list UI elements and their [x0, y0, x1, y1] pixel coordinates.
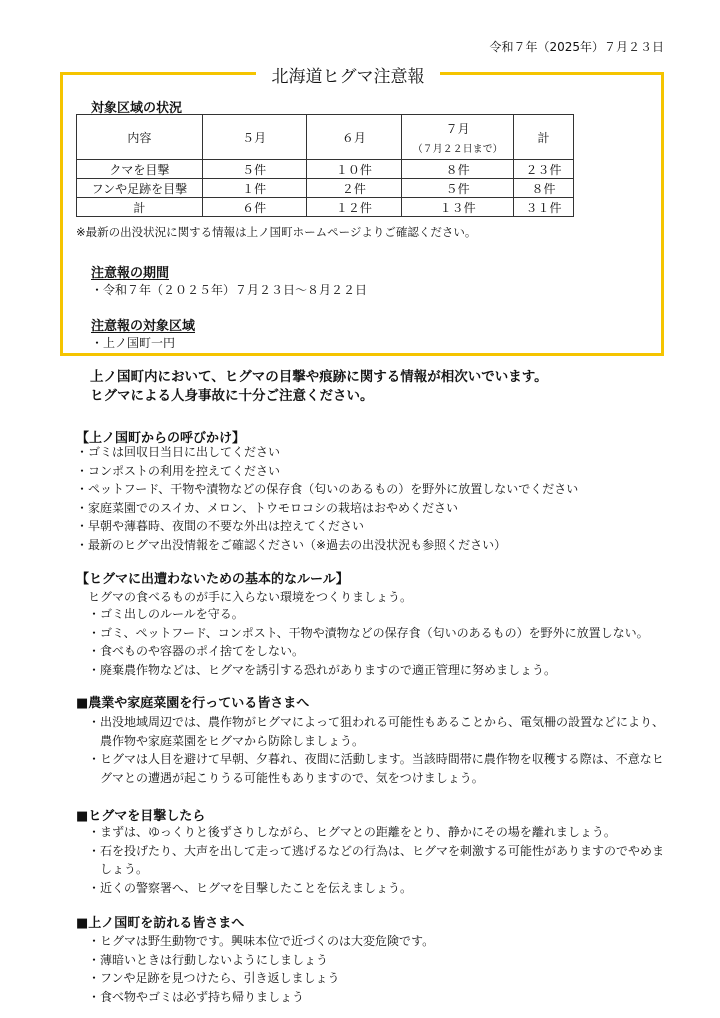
sighting-heading: ■ヒグマを目撃したら [76, 809, 206, 824]
list-item: ・ 早朝や薄暮時、夜間の不要な外出は控えてください [76, 517, 676, 536]
list-item: ・ 近くの警察署へ、ヒグマを目撃したことを伝えましょう。 [88, 879, 668, 898]
table-header: ６月 [306, 115, 402, 160]
notice-title: 北海道ヒグマ注意報 [256, 62, 440, 92]
rules-heading: 【ヒグマに出遭わないための基本的なルール】 [76, 572, 349, 587]
table-cell: １０件 [306, 160, 402, 179]
table-cell: １３件 [402, 198, 514, 217]
list-item: ・ ヒグマは人目を避けて早朝、夕暮れ、夜間に活動します。当該時間帯に農作物を収穫する際は、不意なヒグマとの遭遇が起こりうる可能性もありますので、気をつけましょう。 [88, 750, 668, 787]
table-row-total [77, 198, 574, 217]
table-note: ※最新の出没状況に関する情報は上ノ国町ホームページよりご確認ください。 [76, 225, 477, 239]
list-item: ・ 出没地域周辺では、農作物がヒグマによって狙われる可能性もあることから、電気柵の設置などにより、農作物や家庭菜園をヒグマから防除しましょう。 [88, 713, 668, 750]
rules-intro: ヒグマの食べるものが手に入らない環境をつくりましょう。 [88, 590, 413, 604]
alert-message [90, 368, 548, 406]
period-text: ・令和７年（２０２５年）７月２３日～８月２２日 [91, 283, 368, 297]
table-header-row [77, 115, 574, 160]
table-cell: ５件 [402, 179, 514, 198]
table-cell: ５件 [202, 160, 306, 179]
table-cell: ２３件 [514, 160, 574, 179]
table-header: 内容 [77, 115, 203, 160]
table-cell: ３１件 [514, 198, 574, 217]
table-cell: １２件 [306, 198, 402, 217]
table-header-note: （７月２２日まで） [412, 143, 503, 155]
table-cell: 計 [77, 198, 203, 217]
table-cell: ６件 [202, 198, 306, 217]
table-header-july [402, 115, 514, 160]
list-item: ・ ゴミ出しのルールを守る。 [88, 605, 688, 624]
sighting-list [88, 823, 668, 897]
table-row [77, 179, 574, 198]
list-item: ・ 最新のヒグマ出没情報をご確認ください（※過去の出没状況も参照ください） [76, 536, 676, 555]
list-item: ・ ゴミ、ペットフード、コンポスト、干物や漬物などの保存食（匂いのあるもの）を野外に放置しない。 [88, 624, 688, 643]
table-header: 計 [514, 115, 574, 160]
farm-heading: ■農業や家庭菜園を行っている皆さまへ [76, 696, 310, 711]
call-heading: 【上ノ国町からの呼びかけ】 [76, 431, 246, 446]
rules-list [88, 605, 688, 679]
table-cell: クマを目撃 [77, 160, 203, 179]
table-cell: １件 [202, 179, 306, 198]
list-item: ・ ペットフード、干物や漬物などの保存食（匂いのあるもの）を野外に放置しないでください [76, 480, 676, 499]
table-header: ７月 [445, 121, 470, 136]
table-row [77, 160, 574, 179]
alert-line: 上ノ国町内において、ヒグマの目撃や痕跡に関する情報が相次いでいます。 [90, 369, 548, 385]
list-item: ・ コンポストの利用を控えてください [76, 462, 676, 481]
visitors-heading: ■上ノ国町を訪れる皆さまへ [76, 916, 245, 931]
table-cell: フンや足跡を目撃 [77, 179, 203, 198]
visitors-list [88, 932, 668, 1006]
alert-line: ヒグマによる人身事故に十分ご注意ください。 [90, 388, 374, 404]
list-item: ・ ヒグマは野生動物です。興味本位で近づくのは大変危険です。 [88, 932, 668, 951]
area-status-label: 対象区域の状況 [91, 101, 183, 116]
list-item: ・ 食べものや容器のポイ捨てをしない。 [88, 642, 688, 661]
farm-list [88, 713, 668, 787]
period-label: 注意報の期間 [91, 266, 170, 281]
list-item: ・ 家庭菜園でのスイカ、メロン、トウモロコシの栽培はおやめください [76, 499, 676, 518]
list-item: ・ 薄暗いときは行動しないようにしましょう [88, 951, 668, 970]
list-item: ・ 食べ物やゴミは必ず持ち帰りましょう [88, 988, 668, 1007]
list-item: ・ フンや足跡を見つけたら、引き返しましょう [88, 969, 668, 988]
target-area-text: ・上ノ国町一円 [91, 336, 176, 350]
table-header: ５月 [202, 115, 306, 160]
list-item: ・ まずは、ゆっくりと後ずさりしながら、ヒグマとの距離をとり、静かにその場を離れましょう。 [88, 823, 668, 842]
sighting-table [76, 114, 574, 217]
call-list [76, 443, 676, 554]
list-item: ・ 廃棄農作物などは、ヒグマを誘引する恐れがありますので適正管理に努めましょう。 [88, 661, 688, 680]
table-cell: ２件 [306, 179, 402, 198]
list-item: ・ 石を投げたり、大声を出して走って逃げるなどの行為は、ヒグマを刺激する可能性がありますのでやめましょう。 [88, 842, 668, 879]
table-cell: ８件 [402, 160, 514, 179]
table-cell: ８件 [514, 179, 574, 198]
target-area-label: 注意報の対象区域 [91, 319, 196, 334]
issue-date: 令和７年（2025年）７月２３日 [489, 40, 664, 54]
list-item: ・ ゴミは回収日当日に出してください [76, 443, 676, 462]
